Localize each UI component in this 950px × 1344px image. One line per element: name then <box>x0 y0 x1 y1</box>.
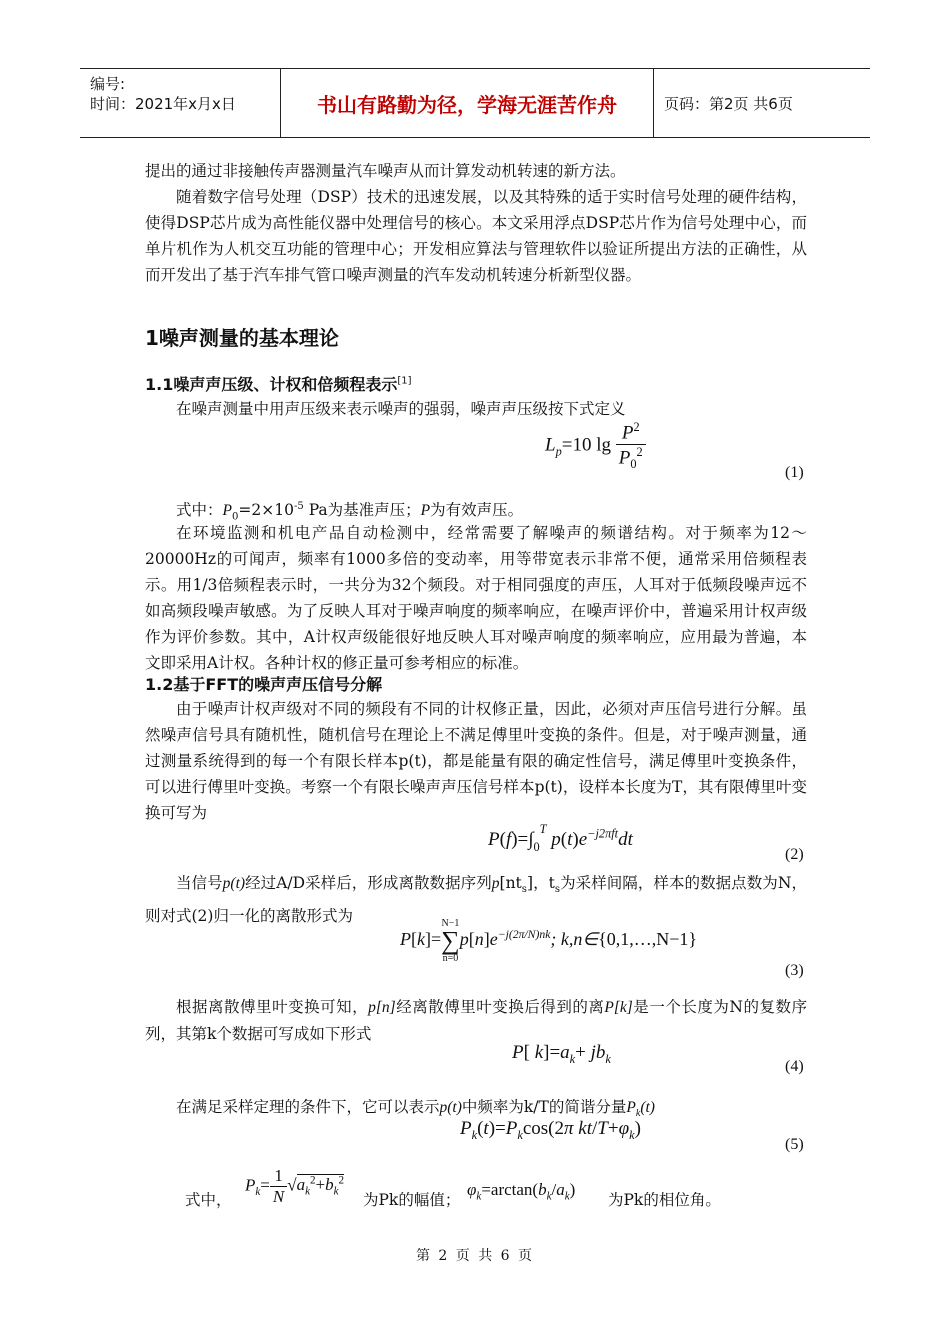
equation-1-number: (1) <box>785 464 804 481</box>
page-footer: 第 2 页 共 6 页 <box>415 1248 535 1264</box>
phase-formula: $\varphi_k=\arctan(b_k/a_k)$ <box>467 1180 576 1203</box>
equation-2: $P(f)=\int_0^T$ $p(t)e^{-j2\pi ft}dt$ <box>488 822 633 854</box>
heading-1-1-text: 1.1噪声声压级、计权和倍频程表示 <box>145 375 398 394</box>
equation-2-number: (2) <box>785 846 804 863</box>
header-motto: 书山有路勤为径，学海无涯苦作舟 <box>281 69 654 137</box>
number-label: 编号: <box>90 75 126 93</box>
equation-3-number: (3) <box>785 962 804 979</box>
paragraph-fft: 由于噪声计权声级对不同的频段有不同的计权修正量，因此，必须对声压信号进行分解。虽然噪声信号具有随机性，随机信号在理论上不满足傅里叶变换的条件。但是，对于噪声测量，通过测量系统得到的每一个有限长样本p(t)，都是能量有限的确定性信号，满足傅里叶变换条件，可以进行傅里叶变换。考察一个有限长噪声声压信号样本p(t)，设样本长度为T，其有限傅里叶变换可写为 <box>145 700 807 822</box>
section-heading-1-2: 1.2基于FFT的噪声声压信号分解 <box>145 675 383 694</box>
paragraph-sampling: 当信号p(t)经过A/D采样后，形成离散数据序列$p[nt_s]$，$t_s$为采样间隔，样本的数据点数为N，则对式(2)归一化的离散形式为 <box>145 874 807 926</box>
section-heading-1: 1噪声测量的基本理论 <box>145 326 339 350</box>
paragraph-harmonic: 在满足采样定理的条件下，它可以表示p(t)中频率为k/T的简谐分量$P_k(t)$ <box>176 1098 655 1120</box>
paragraph-dft: 根据离散傅里叶变换可知，p[n]经离散傅里叶变换后得到的离P[k]是一个长度为N的复数序列，其第k个数据可写成如下形式 <box>145 998 807 1043</box>
section-heading-1-1 <box>145 372 412 395</box>
page-header <box>80 68 870 138</box>
amplitude-formula: $P_k=$ $\frac{1}{N}$ $√a_k^2+b_k^2$ <box>245 1166 345 1206</box>
citation-ref: [1] <box>397 375 412 387</box>
equation-1: $L_p=10$ lg $\frac{P^2}{P_0^2}$ <box>545 420 646 472</box>
equation-4: P[ $k]=a_k+ jb_k$ <box>512 1042 611 1066</box>
equation-3: P[k]= N−1 ∑ n=0 $p[n]e^{-j(2\pi/N)nk}$; k,n∈{0,1,…,N−1} <box>400 918 698 964</box>
equation-5: $P_k(t)=P_k\cos(2\pi$ $kt/T+\varphi_k$) <box>460 1118 641 1142</box>
paragraph-octave: 在环境监测和机电产品自动检测中，经常需要了解噪声的频谱结构。对于频率为12～20000Hz的可闻声，频率有1000多倍的变动率，用等带宽表示非常不便，通常采用倍频程表示。用1/3倍频程表示时，一共分为32个频段。对于相同强度的声压，人耳对于低频段噪声远不如高频段噪声敏感。为了反映人耳对于噪声响度的频率响应，在噪声评价中，普遍采用计权声级作为评价参数。其中，A计权声级能很好地反映人耳对噪声响度的频率响应，应用最为普遍，本文即采用A计权。各种计权的修正量可参考相应的标准。 <box>145 524 807 672</box>
equation-4-number: (4) <box>785 1058 804 1075</box>
paragraph-spl-def: 在噪声测量中用声压级来表示噪声的强弱，噪声声压级按下式定义 <box>176 400 626 418</box>
time-label: 时间：2021年x月x日 <box>90 95 236 113</box>
header-meta <box>80 69 281 137</box>
paragraph-p0-def: 式中：$P_0=2\times 10^{-5}$ Pa为基准声压；P为有效声压。 <box>176 501 524 523</box>
header-page-info: 页码：第2页 共6页 <box>664 94 793 113</box>
paragraph-intro-end: 提出的通过非接触传声器测量汽车噪声从而计算发动机转速的新方法。 <box>145 162 626 180</box>
amplitude-label: 为Pk的幅值； <box>363 1191 461 1209</box>
paragraph-dsp: 随着数字信号处理（DSP）技术的迅速发展，以及其特殊的适于实时信号处理的硬件结构，使得DSP芯片成为高性能仪器中处理信号的核心。本文采用浮点DSP芯片作为信号处理中心，而单片机作为人机交互功能的管理中心；开发相应算法与管理软件以验证所提出方法的正确性，从而开发出了基于汽车排气管口噪声测量的汽车发动机转速分析新型仪器。 <box>145 188 807 284</box>
prefix-text: 式中， <box>185 1191 232 1209</box>
equation-5-number: (5) <box>785 1136 804 1153</box>
phase-label: 为Pk的相位角。 <box>608 1191 721 1209</box>
